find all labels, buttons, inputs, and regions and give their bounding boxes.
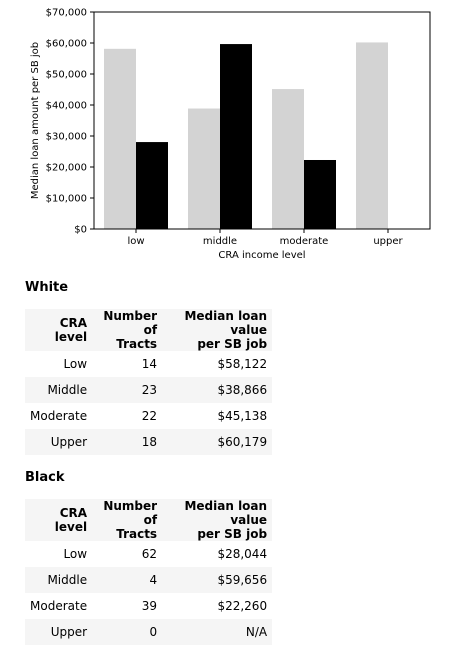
cell-tracts: 23	[92, 377, 162, 403]
table-row	[25, 377, 272, 403]
white-section	[25, 279, 272, 455]
black-table	[25, 499, 272, 645]
y-tick-label: $70,000	[45, 7, 87, 19]
col-number-of-tracts: Number of Tracts	[92, 309, 162, 351]
cell-loan: $58,122	[162, 351, 272, 377]
cell-level: Low	[25, 351, 92, 377]
cell-loan: $45,138	[162, 403, 272, 429]
bar-black-low	[136, 142, 168, 229]
col-cra-level: CRA level	[25, 499, 92, 541]
black-section-title: Black	[25, 470, 65, 485]
y-axis-title: Median loan amount per SB job	[30, 41, 41, 200]
bar-black-middle	[220, 44, 252, 229]
table-row	[25, 541, 272, 567]
table-row	[25, 429, 272, 455]
cell-tracts: 0	[92, 619, 162, 645]
cell-level: Middle	[25, 377, 92, 403]
cell-tracts: 39	[92, 593, 162, 619]
table-row	[25, 351, 272, 377]
white-section-title: White	[25, 280, 69, 295]
col-cra-level: CRA level	[25, 309, 92, 351]
bar-white-middle	[188, 109, 220, 229]
y-tick-label: $10,000	[45, 193, 87, 205]
table-row	[25, 593, 272, 619]
bar-white-moderate	[272, 89, 304, 229]
y-tick-label: $0	[74, 224, 87, 236]
bar-white-low	[104, 49, 136, 229]
y-tick-label: $60,000	[45, 38, 87, 50]
table-row	[25, 403, 272, 429]
cell-tracts: 18	[92, 429, 162, 455]
cell-loan: $28,044	[162, 541, 272, 567]
cell-tracts: 62	[92, 541, 162, 567]
black-section	[25, 469, 272, 645]
table-row	[25, 619, 272, 645]
y-tick-label: $30,000	[45, 131, 87, 143]
x-tick-label: moderate	[279, 236, 329, 247]
cell-level: Moderate	[25, 403, 92, 429]
x-tick-label: middle	[202, 236, 238, 247]
cell-level: Moderate	[25, 593, 92, 619]
cell-level: Low	[25, 541, 92, 567]
cell-tracts: 14	[92, 351, 162, 377]
chart-bars	[104, 42, 388, 229]
cell-loan: $22,260	[162, 593, 272, 619]
cell-tracts: 4	[92, 567, 162, 593]
cell-level: Middle	[25, 567, 92, 593]
cell-level: Upper	[25, 619, 92, 645]
cell-loan: $38,866	[162, 377, 272, 403]
y-tick-label: $40,000	[45, 100, 87, 112]
y-axis	[46, 8, 94, 236]
cell-loan: N/A	[162, 619, 272, 645]
cell-tracts: 22	[92, 403, 162, 429]
bar-black-moderate	[304, 160, 336, 229]
x-axis	[127, 229, 403, 247]
table-row	[25, 567, 272, 593]
col-median-loan: Median loan value per SB job	[162, 309, 272, 351]
white-table	[25, 309, 272, 455]
y-tick-label: $50,000	[45, 69, 87, 81]
white-table-header	[25, 309, 272, 351]
black-table-header	[25, 499, 272, 541]
bar-chart	[0, 0, 460, 270]
cell-level: Upper	[25, 429, 92, 455]
x-tick-label: upper	[373, 236, 403, 247]
x-tick-label: low	[127, 236, 145, 247]
cell-loan: $60,179	[162, 429, 272, 455]
col-number-of-tracts: Number of Tracts	[92, 499, 162, 541]
y-tick-label: $20,000	[45, 162, 87, 174]
bar-white-upper	[356, 42, 388, 229]
cell-loan: $59,656	[162, 567, 272, 593]
col-median-loan: Median loan value per SB job	[162, 499, 272, 541]
x-axis-title: CRA income level	[218, 250, 306, 261]
